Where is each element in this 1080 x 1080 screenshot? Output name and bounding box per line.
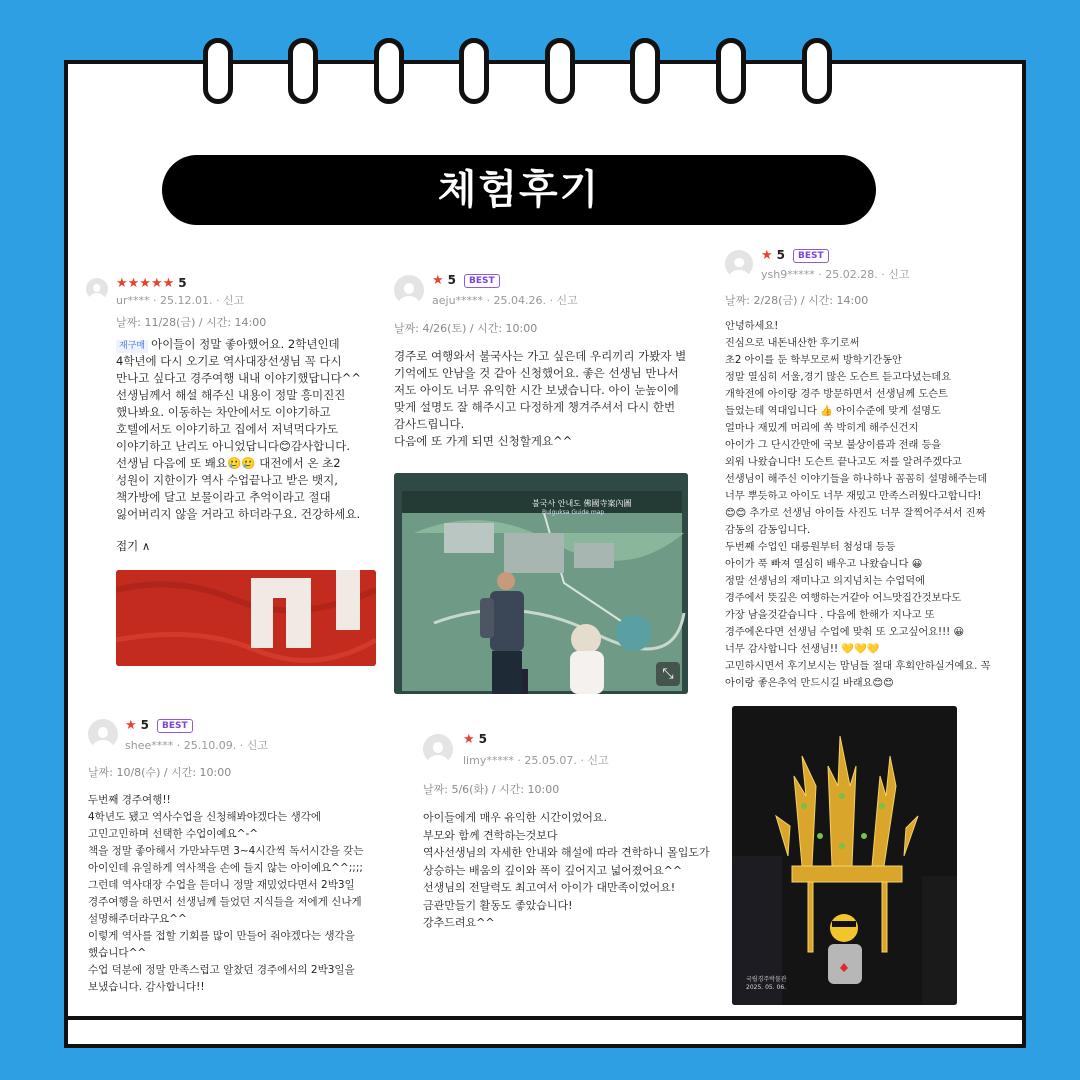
- map-subtitle: Bulguksa Guide map: [542, 509, 605, 516]
- review-line: 했나봐요. 이동하는 차안에서도 이야기하고: [116, 405, 331, 419]
- review-line: 설명해주더라구요^^: [88, 913, 187, 925]
- review-line: 들었는데 역대입니다 👍 아이수준에 맞게 설명도: [725, 406, 941, 417]
- review-date: 25.12.01.: [160, 294, 213, 307]
- review-line: 초2 아이를 둔 학부모로써 방학기간동안: [725, 355, 902, 366]
- map-title: 불국사 안내도 佛國寺案內圖: [532, 499, 632, 508]
- review-line: 😊😊 추가로 선생님 아이들 사진도 너무 잘찍어주셔서 진짜: [725, 508, 986, 519]
- reviewer-id: ysh9*****: [761, 268, 815, 281]
- review-line: 잃어버리지 않을 거라고 하더라구요. 건강하세요.: [116, 507, 361, 521]
- review-line: 만나고 싶다고 경주여행 내내 이야기했답니다^^: [116, 371, 361, 385]
- report-link[interactable]: 신고: [888, 268, 910, 281]
- rating-stars: ★: [463, 732, 475, 747]
- review-photo-guide-map: [394, 473, 688, 694]
- review-line: 고민고민하며 선택한 수업이예요^-^: [88, 828, 259, 840]
- review-line: 상승하는 배움의 깊이와 폭이 깊어지고 넓어졌어요^^: [423, 863, 683, 877]
- page-title: 체험후기: [162, 155, 876, 225]
- review-line: 선생님의 전달력도 최고여서 아이가 대만족이었어요!: [423, 881, 676, 894]
- review-line: 개학전에 아이랑 경주 방문하면서 선생님께 도슨트: [725, 389, 948, 400]
- review-line: 아이랑 좋은추억 만드시길 바래요😊😊: [725, 678, 894, 689]
- binder-ring: [203, 38, 233, 104]
- review-line: 가장 남을것같습니다 . 다음에 한해가 지나고 또: [725, 610, 935, 621]
- review-line: 정말 열심히 서울,경기 많은 도슨트 듣고다녔는데요: [725, 372, 952, 383]
- avatar-icon: [423, 734, 453, 764]
- review-line: 다음에 또 가게 되면 신청할게요^^: [394, 434, 573, 448]
- best-badge: BEST: [157, 719, 193, 733]
- visit-date: 날짜: 2/28(금) / 시간: 14:00: [725, 294, 869, 307]
- review-line: 이렇게 역사를 접할 기회를 많이 만들어 줘야겠다는 생각을: [88, 930, 355, 942]
- review-line: 했습니다^^: [88, 947, 147, 959]
- review-line: 경주로 여행와서 불국사는 가고 싶은데 우리끼리 가봤자 별: [394, 349, 687, 363]
- review-line: 두번째 수업인 대릉원부터 첨성대 등등: [725, 542, 896, 553]
- best-badge: BEST: [793, 249, 829, 263]
- review-date: 25.05.07.: [524, 754, 577, 767]
- review-line: 감동의 감동입니다.: [725, 525, 811, 536]
- reviewer-id: shee****: [125, 739, 174, 752]
- review-line: 경주여행을 하면서 선생님께 들었던 지식들을 저에게 신나게: [88, 896, 362, 908]
- avatar-icon: [394, 275, 424, 305]
- review-date: 25.02.28.: [825, 268, 878, 281]
- review-line: 수업 덕분에 정말 만족스럽고 알찼던 경주에서의 2박3일을: [88, 964, 355, 976]
- review-date: 25.10.09.: [183, 739, 237, 752]
- review-line: 기억에도 안남을 것 같아 신청했어요. 좋은 선생님 만나서: [394, 366, 679, 380]
- review-line: 경주에온다면 선생님 수업에 맞춰 또 오고싶어요!!! 😀: [725, 627, 965, 638]
- visit-date: 날짜: 10/8(수) / 시간: 10:00: [88, 766, 232, 779]
- review-line: 이야기하고 난리도 아니었답니다😊감사합니다.: [116, 439, 351, 453]
- rating-score: 5: [140, 718, 150, 732]
- review-line: 고민하시면서 후기보시는 맘님들 절대 후회안하실거예요. 꼭: [725, 661, 991, 672]
- review-line: 정말 선생님의 재미나고 의지넘치는 수업덕에: [725, 576, 925, 587]
- reviewer-id: aeju*****: [432, 294, 484, 307]
- review-line: 책가방에 달고 보물이라고 추억이라고 절대: [116, 490, 331, 504]
- rating-score: 5: [178, 276, 187, 290]
- review-photo-shirt: [116, 570, 376, 666]
- expand-icon[interactable]: ⤡: [656, 662, 680, 686]
- review-line: 아이가 그 단시간만에 국보 불상이름과 전래 등을: [725, 440, 942, 451]
- report-link[interactable]: 신고: [246, 739, 268, 752]
- review-line: 보냈습니다. 감사합니다!!: [88, 981, 205, 993]
- avatar-icon: [86, 278, 108, 300]
- rating-score: 5: [447, 273, 457, 287]
- binder-ring: [459, 38, 489, 104]
- review-line: 부모와 함께 견학하는것보다: [423, 828, 558, 842]
- paper-divider: [68, 1016, 1022, 1020]
- review-line: 금관만들기 활동도 좋았습니다!: [423, 898, 573, 912]
- report-link[interactable]: 신고: [556, 294, 578, 307]
- review-line: 강추드려요^^: [423, 916, 495, 929]
- rating-stars: ★★★★★: [116, 276, 175, 291]
- rating-stars: ★: [432, 273, 444, 288]
- binder-ring: [545, 38, 575, 104]
- review-line: 얼마나 재밌게 머리에 쏙 박히게 해주신건지: [725, 423, 919, 434]
- collapse-button[interactable]: 접기 ∧: [116, 539, 151, 553]
- review-line: 4학년도 됐고 역사수업을 신청해봐야겠다는 생각에: [88, 811, 322, 823]
- review-line: 맞게 설명도 잘 해주시고 다정하게 챙겨주셔서 다시 한번: [394, 400, 676, 414]
- review-line: 진심으로 내돈내산한 후기로써: [725, 338, 860, 349]
- review-line: 4학년에 다시 오기로 역사대장선생님 꼭 다시: [116, 354, 342, 368]
- review-line: 아이들이 정말 좋아했어요. 2학년인데: [151, 337, 340, 351]
- review-line: 그런데 역사대장 수업을 듣더니 정말 재밌었다면서 2박3일: [88, 879, 355, 891]
- best-badge: BEST: [464, 274, 500, 288]
- binder-ring: [374, 38, 404, 104]
- rating-score: 5: [478, 732, 488, 746]
- binder-ring: [288, 38, 318, 104]
- photo-caption-date: 2025. 05. 06.: [746, 984, 787, 991]
- visit-date: 날짜: 4/26(토) / 시간: 10:00: [394, 322, 538, 335]
- review-line: 선생님 다음에 또 봬요🥲🥲 대전에서 온 초2: [116, 456, 341, 470]
- avatar-icon: [725, 250, 753, 278]
- review-line: 저도 아이도 너무 유익한 시간 보냈습니다. 아이 눈높이에: [394, 383, 679, 397]
- binder-ring: [630, 38, 660, 104]
- report-link[interactable]: 신고: [222, 294, 245, 307]
- review-line: 아이가 푹 빠져 열심히 배우고 나왔습니다 😀: [725, 559, 923, 570]
- binder-ring: [802, 38, 832, 104]
- repurchase-badge: 재구매: [116, 340, 148, 353]
- binder-ring: [716, 38, 746, 104]
- report-link[interactable]: 신고: [587, 754, 609, 767]
- review-line: 역사선생님의 자세한 안내와 해설에 따라 견학하니 몰입도가: [423, 846, 710, 859]
- review-line: 선생님께서 해설 해주신 내용이 정말 흥미진진: [116, 388, 346, 402]
- review-photo-gold-crown: [732, 706, 957, 1005]
- review-line: 너무 감사합니다 선생님!! 💛💛💛: [725, 644, 880, 655]
- rating-stars: ★: [125, 718, 137, 733]
- reviewer-id: limy*****: [463, 754, 514, 767]
- review-line: 아이들에게 매우 유익한 시간이었어요.: [423, 811, 608, 824]
- reviewer-id: ur****: [116, 294, 150, 307]
- review-line: 선생님이 해주신 이야기들을 하나하나 꼼꼼히 설명해주는데: [725, 474, 988, 485]
- visit-date: 날짜: 11/28(금) / 시간: 14:00: [116, 316, 267, 329]
- review-line: 책을 정말 좋아해서 가만놔두면 3~4시간씩 독서시간을 갖는: [88, 845, 364, 857]
- review-line: 아이인데 유일하게 역사책을 손에 들지 않는 아이예요^^;;;;: [88, 862, 363, 874]
- review-line: 경주에서 뜻깊은 여행하는거같아 어느맛집간것보다도: [725, 593, 962, 604]
- review-line: 너무 뿌듯하고 아이도 너무 재밌고 만족스러웠다고합니다!: [725, 491, 982, 502]
- rating-score: 5: [776, 248, 786, 262]
- review-line: 호텔에서도 이야기하고 집에서 저녁먹다가도: [116, 422, 339, 436]
- review-date: 25.04.26.: [493, 294, 547, 307]
- review-line: 안녕하세요!: [725, 321, 779, 332]
- photo-caption-museum: 국립경주박물관: [746, 976, 787, 983]
- rating-stars: ★: [761, 248, 773, 263]
- review-line: 두번째 경주여행!!: [88, 794, 171, 806]
- avatar-icon: [88, 719, 118, 749]
- review-line: 성원이 지한이가 역사 수업끝나고 받은 뱃지,: [116, 473, 338, 487]
- visit-date: 날짜: 5/6(화) / 시간: 10:00: [423, 783, 560, 796]
- review-line: 감사드립니다.: [394, 417, 465, 431]
- review-line: 외워 나왔습니다! 도슨트 끝나고도 저를 알려주겠다고: [725, 457, 962, 468]
